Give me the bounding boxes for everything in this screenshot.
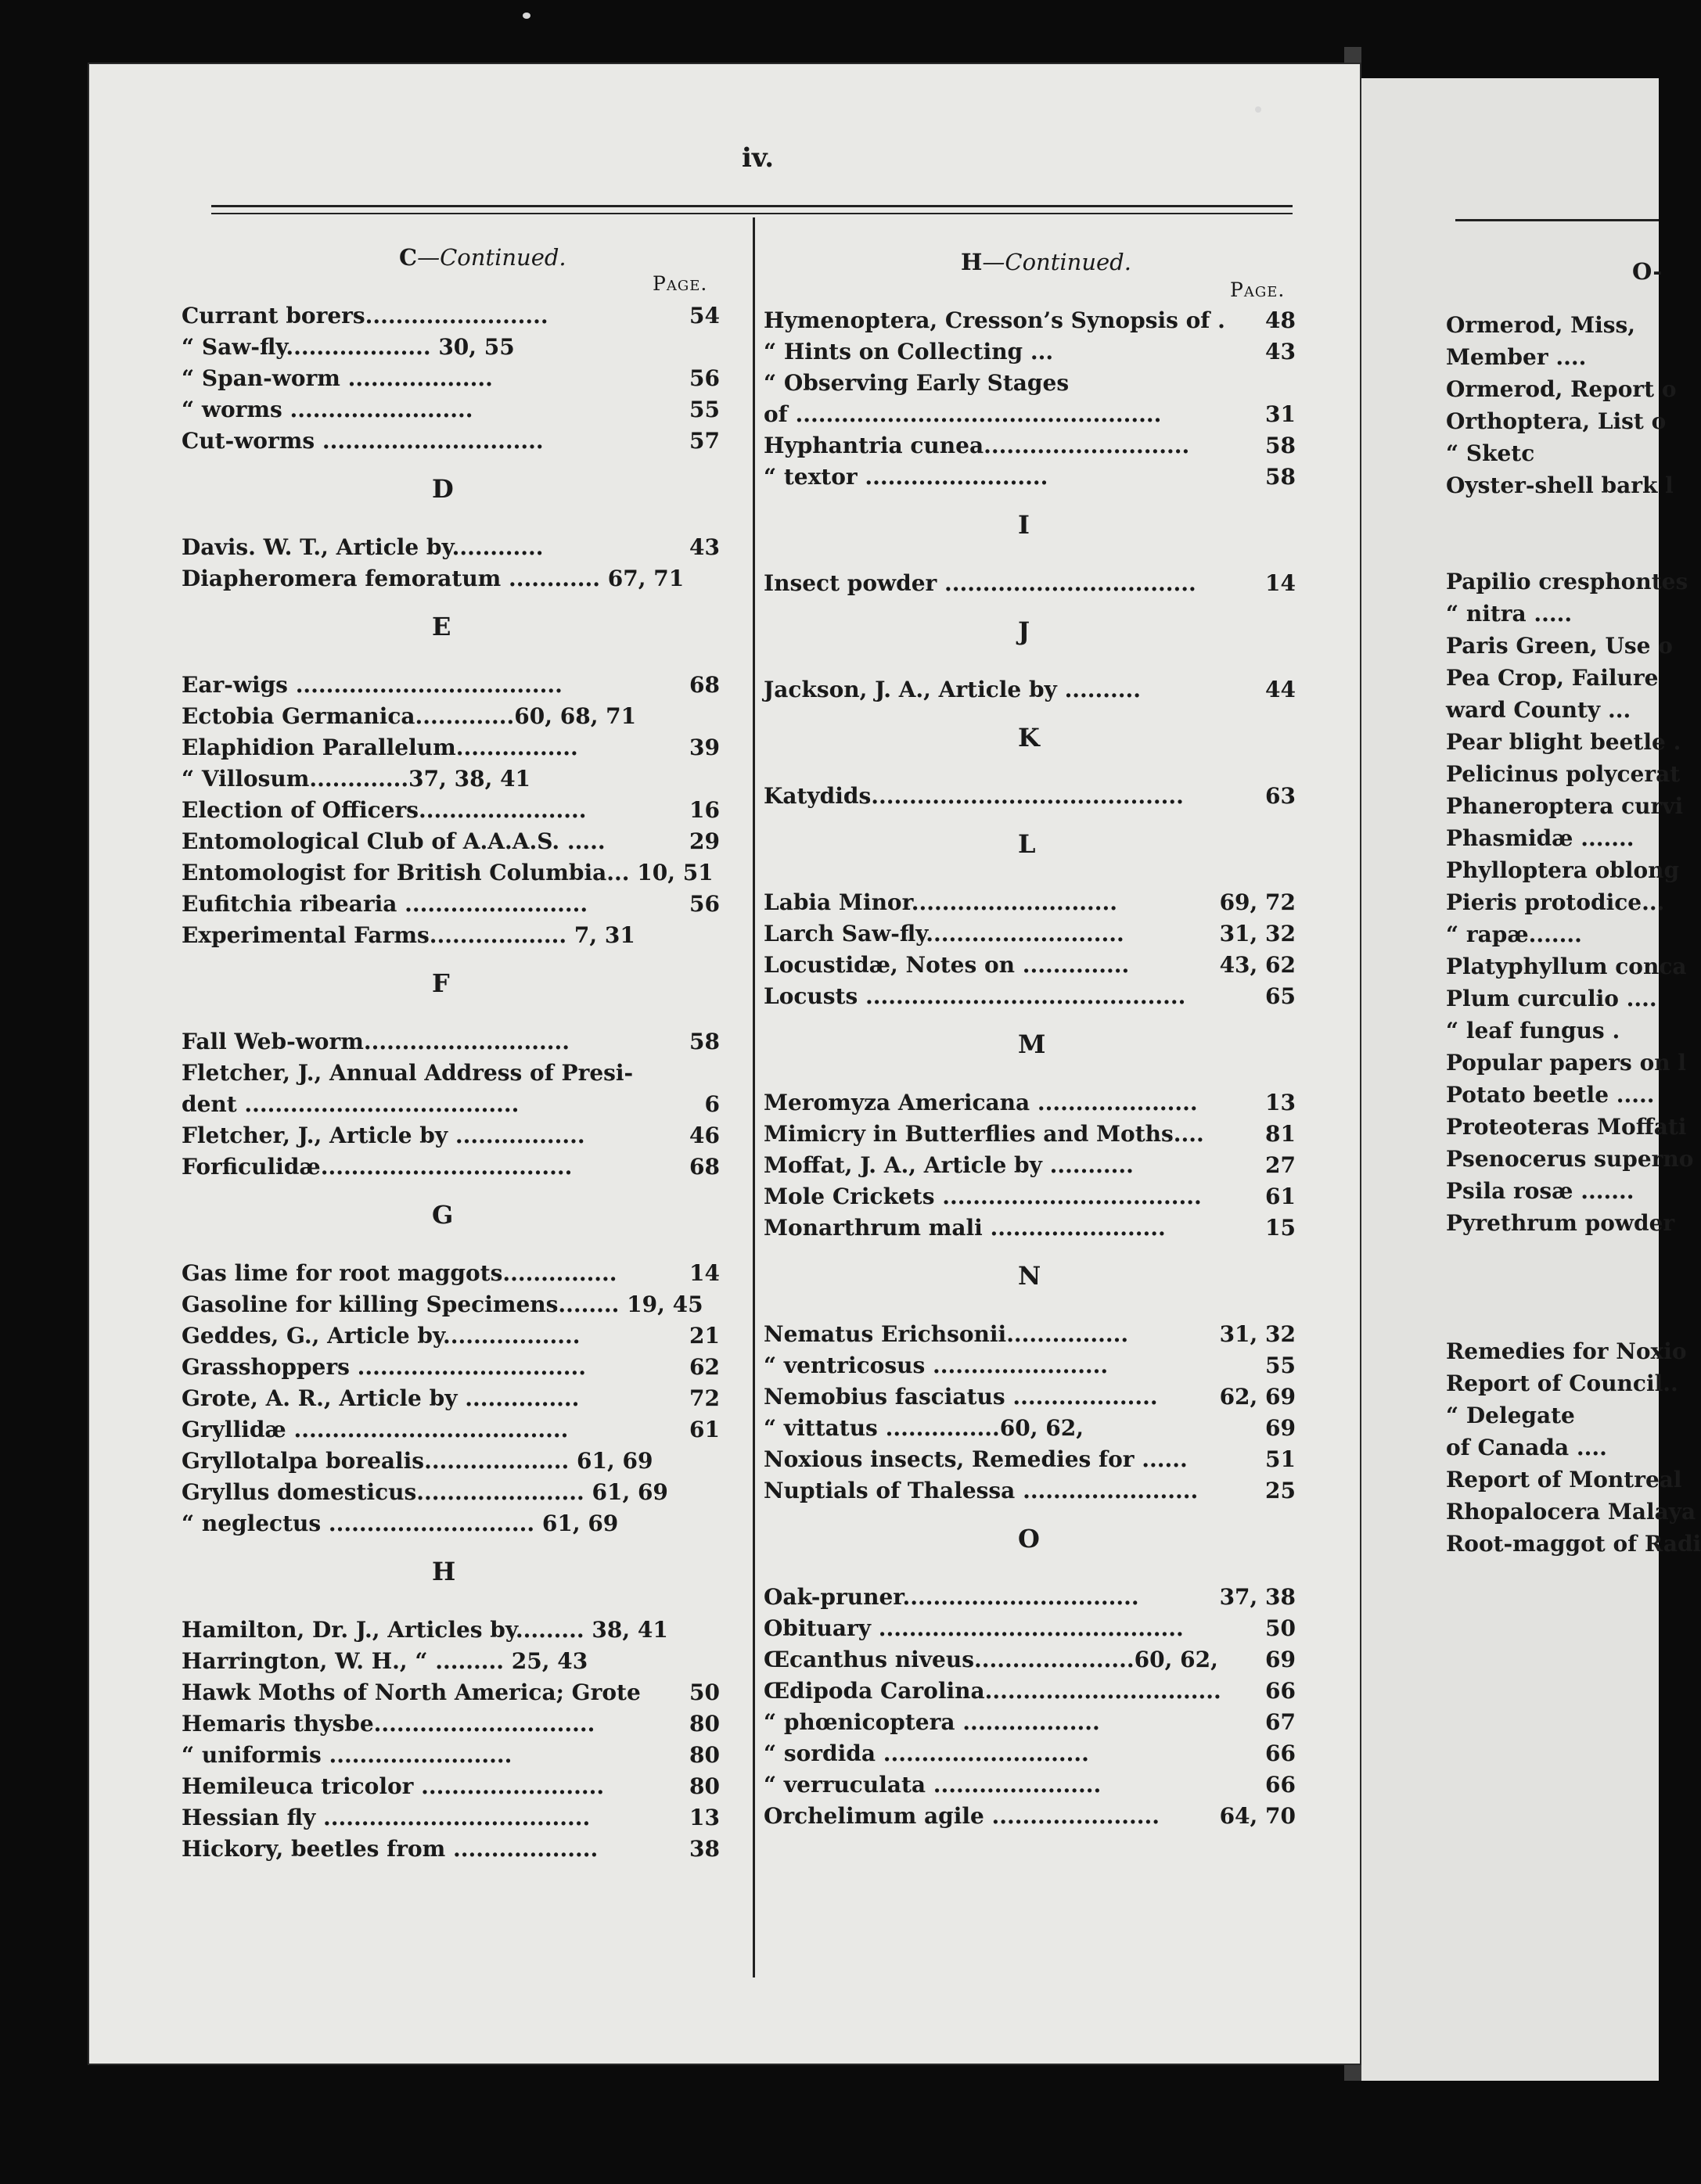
index-entry bbox=[764, 1413, 1296, 1444]
entry-label: “ vittatus ...............60, 62, bbox=[764, 1415, 1084, 1441]
entry-page: 44 bbox=[1265, 677, 1296, 702]
index-entry bbox=[182, 1383, 720, 1414]
entry-label: Gryllus domesticus...................... 61, 69 bbox=[182, 1479, 668, 1505]
entry-page: 43 bbox=[1265, 339, 1296, 365]
index-entry bbox=[182, 701, 720, 732]
entry-page: 16 bbox=[689, 797, 720, 823]
left-page-heading: Page. bbox=[653, 272, 708, 295]
index-entry bbox=[182, 1740, 720, 1771]
index-entry bbox=[182, 300, 720, 332]
partial-index-entry: Pieris protodice... bbox=[1446, 889, 1665, 915]
entry-page: 14 bbox=[1265, 570, 1296, 596]
index-entry bbox=[182, 1352, 720, 1383]
entry-page: 48 bbox=[1265, 307, 1296, 333]
entry-label: “ sordida ........................... bbox=[764, 1740, 1089, 1766]
entry-page: 54 bbox=[689, 303, 720, 329]
entry-page: 57 bbox=[689, 428, 720, 454]
left-column-title bbox=[399, 244, 566, 271]
entry-label: Elaphidion Parallelum................ bbox=[182, 735, 578, 760]
entry-page: 37, 38 bbox=[1219, 1584, 1296, 1610]
index-entry bbox=[182, 889, 720, 920]
entry-label: dent .................................... bbox=[182, 1091, 520, 1117]
entry-label: Harrington, W. H., “ ......... 25, 43 bbox=[182, 1648, 588, 1674]
entry-label: Mimicry in Butterflies and Moths.... bbox=[764, 1121, 1204, 1147]
entry-page: 56 bbox=[689, 365, 720, 391]
section-letter: J bbox=[1018, 616, 1030, 646]
entry-label: Eufitchia ribearia ........................ bbox=[182, 891, 588, 917]
section-letter: F bbox=[432, 968, 450, 998]
entry-page: 66 bbox=[1265, 1678, 1296, 1704]
entry-page: 80 bbox=[689, 1742, 720, 1768]
index-entry bbox=[764, 1181, 1296, 1212]
index-entry bbox=[182, 563, 720, 594]
entry-label: of ................................................ bbox=[764, 401, 1162, 427]
index-entry bbox=[182, 1802, 720, 1834]
entry-label: Gasoline for killing Specimens........ 19, 45 bbox=[182, 1291, 703, 1317]
partial-index-entry: of Canada .... bbox=[1446, 1435, 1607, 1460]
entry-label: Labia Minor........................... bbox=[764, 889, 1117, 915]
partial-index-entry: Pyrethrum powder bbox=[1446, 1210, 1675, 1236]
partial-index-entry: Psenocerus superno bbox=[1446, 1146, 1694, 1172]
entry-page: 58 bbox=[1265, 433, 1296, 458]
right-column-title: O- bbox=[1632, 258, 1663, 285]
entry-page: 65 bbox=[1265, 983, 1296, 1009]
section-letter: D bbox=[432, 474, 454, 504]
index-entry bbox=[182, 1151, 720, 1183]
page-number: iv. bbox=[742, 142, 775, 174]
entry-label: Obituary ........................................ bbox=[764, 1615, 1184, 1641]
entry-page: 31 bbox=[1265, 401, 1296, 427]
entry-page: 68 bbox=[689, 1154, 720, 1180]
index-entry bbox=[764, 1475, 1296, 1507]
index-entry bbox=[182, 1771, 720, 1802]
entry-label: Fletcher, J., Article by ................. bbox=[182, 1123, 585, 1148]
index-entry bbox=[182, 1289, 720, 1320]
entry-page: 50 bbox=[1265, 1615, 1296, 1641]
index-entry bbox=[764, 1087, 1296, 1119]
index-entry bbox=[764, 1381, 1296, 1413]
left-title-suffix: —Continued. bbox=[417, 244, 566, 271]
index-entry bbox=[764, 887, 1296, 918]
dust-speck bbox=[1255, 106, 1261, 113]
entry-label: Hymenoptera, Cresson’s Synopsis of . bbox=[764, 307, 1225, 333]
index-entry bbox=[182, 1677, 720, 1708]
index-entry bbox=[182, 532, 720, 563]
entry-label: “ verruculata ...................... bbox=[764, 1772, 1102, 1798]
partial-index-entry: Report of Council.. bbox=[1446, 1370, 1678, 1396]
entry-label: Locusts .......................................... bbox=[764, 983, 1186, 1009]
partial-index-entry: Platyphyllum conca bbox=[1446, 954, 1687, 979]
index-entry bbox=[764, 1707, 1296, 1738]
entry-label: “ worms ........................ bbox=[182, 397, 473, 422]
entry-label: Diapheromera femoratum ............ 67, 71 bbox=[182, 566, 685, 591]
entry-page: 55 bbox=[1265, 1352, 1296, 1378]
section-letter: M bbox=[1018, 1029, 1046, 1059]
index-entry bbox=[764, 336, 1296, 368]
entry-label: Fall Web-worm........................... bbox=[182, 1029, 570, 1054]
partial-index-entry: “ Sketc bbox=[1446, 440, 1535, 466]
entry-label: Nematus Erichsonii................ bbox=[764, 1321, 1129, 1347]
index-entry bbox=[182, 1508, 720, 1539]
partial-index-entry: Phasmidæ ....... bbox=[1446, 825, 1634, 851]
header-rule-right bbox=[1455, 219, 1659, 221]
entry-page: 64, 70 bbox=[1219, 1803, 1296, 1829]
index-entry bbox=[182, 1708, 720, 1740]
index-entry bbox=[764, 1676, 1296, 1707]
entry-page: 81 bbox=[1265, 1121, 1296, 1147]
left-title-letter: C bbox=[399, 244, 418, 271]
partial-index-entry: Pear blight beetle . bbox=[1446, 729, 1681, 755]
entry-label: “ Saw-fly................... 30, 55 bbox=[182, 334, 515, 360]
partial-index-entry: Pea Crop, Failure bbox=[1446, 665, 1659, 691]
entry-label: Hawk Moths of North America; Grote bbox=[182, 1679, 641, 1705]
entry-page: 80 bbox=[689, 1711, 720, 1737]
entry-label: Orchelimum agile ...................... bbox=[764, 1803, 1160, 1829]
entry-page: 38 bbox=[689, 1836, 720, 1862]
index-entry bbox=[182, 1834, 720, 1865]
partial-index-entry: ward County ... bbox=[1446, 697, 1631, 723]
section-letter: E bbox=[432, 612, 451, 641]
middle-page-heading: Page. bbox=[1230, 278, 1286, 301]
index-entry bbox=[764, 1644, 1296, 1676]
entry-label: Ear-wigs ................................... bbox=[182, 672, 563, 698]
entry-label: Gryllidæ .................................... bbox=[182, 1417, 569, 1442]
partial-index-entry: Popular papers on l bbox=[1446, 1050, 1686, 1076]
entry-label: Nuptials of Thalessa ....................... bbox=[764, 1478, 1199, 1503]
index-entry bbox=[182, 1058, 720, 1089]
index-entry bbox=[764, 950, 1296, 981]
index-entry bbox=[764, 1150, 1296, 1181]
entry-page: 55 bbox=[689, 397, 720, 422]
index-entry bbox=[764, 918, 1296, 950]
section-letter: L bbox=[1018, 829, 1036, 859]
entry-label: Forficulidæ................................. bbox=[182, 1154, 573, 1180]
index-entry bbox=[182, 1646, 720, 1677]
entry-label: Locustidæ, Notes on .............. bbox=[764, 952, 1130, 978]
entry-label: Entomological Club of A.A.A.S. ..... bbox=[182, 828, 606, 854]
index-entry bbox=[182, 1026, 720, 1058]
partial-index-entry: Potato beetle ..... bbox=[1446, 1082, 1655, 1108]
entry-label: “ uniformis ........................ bbox=[182, 1742, 512, 1768]
entry-page: 69, 72 bbox=[1219, 889, 1296, 915]
index-entry bbox=[764, 1769, 1296, 1801]
entry-label: “ Hints on Collecting ... bbox=[764, 339, 1054, 365]
index-entry bbox=[764, 1738, 1296, 1769]
entry-label: “ Observing Early Stages bbox=[764, 370, 1070, 396]
entry-label: Moffat, J. A., Article by ........... bbox=[764, 1152, 1134, 1178]
entry-label: Œdipoda Carolina............................... bbox=[764, 1678, 1221, 1704]
index-entry bbox=[182, 920, 720, 951]
entry-label: Hemileuca tricolor ........................ bbox=[182, 1773, 605, 1799]
entry-page: 14 bbox=[689, 1260, 720, 1286]
partial-index-entry: Phaneroptera curvi bbox=[1446, 793, 1684, 819]
entry-page: 15 bbox=[1265, 1215, 1296, 1241]
entry-page: 68 bbox=[689, 672, 720, 698]
section-letter: N bbox=[1018, 1261, 1041, 1291]
entry-label: Katydids......................................... bbox=[764, 783, 1184, 809]
entry-label: Ectobia Germanica.............60, 68, 71 bbox=[182, 703, 637, 729]
partial-index-entry: Proteoteras Moffati bbox=[1446, 1114, 1687, 1140]
index-entry bbox=[764, 430, 1296, 462]
header-rule-left bbox=[211, 205, 1293, 207]
entry-page: 31, 32 bbox=[1219, 1321, 1296, 1347]
index-entry bbox=[182, 363, 720, 394]
partial-index-entry: Phylloptera oblong bbox=[1446, 857, 1680, 883]
entry-label: Noxious insects, Remedies for ...... bbox=[764, 1446, 1188, 1472]
index-entry bbox=[764, 399, 1296, 430]
index-entry bbox=[182, 1320, 720, 1352]
partial-index-entry: Pelicinus polycerat bbox=[1446, 761, 1681, 787]
entry-label: Meromyza Americana ..................... bbox=[764, 1090, 1198, 1115]
entry-label: Insect powder ................................. bbox=[764, 570, 1196, 596]
entry-page: 58 bbox=[1265, 464, 1296, 490]
entry-page: 62 bbox=[689, 1354, 720, 1380]
partial-index-entry: Paris Green, Use o bbox=[1446, 633, 1673, 659]
partial-index-entry: Member .... bbox=[1446, 344, 1587, 370]
entry-label: Fletcher, J., Annual Address of Presi- bbox=[182, 1060, 634, 1086]
partial-index-entry: Report of Montreal bbox=[1446, 1467, 1682, 1493]
partial-index-entry: Plum curculio .... bbox=[1446, 986, 1657, 1011]
index-entry bbox=[764, 1801, 1296, 1832]
entry-label: Grasshoppers .............................. bbox=[182, 1354, 587, 1380]
entry-label: “ neglectus ........................... 61, 69 bbox=[182, 1510, 619, 1536]
partial-index-entry: Rhopalocera Malaya bbox=[1446, 1499, 1696, 1525]
index-entry bbox=[182, 332, 720, 363]
entry-label: Hessian fly ................................... bbox=[182, 1805, 591, 1830]
entry-label: Grote, A. R., Article by ............... bbox=[182, 1385, 580, 1411]
index-entry bbox=[182, 763, 720, 795]
entry-page: 56 bbox=[689, 891, 720, 917]
entry-label: Oak-pruner............................... bbox=[764, 1584, 1139, 1610]
entry-label: Hickory, beetles from ................... bbox=[182, 1836, 599, 1862]
index-entry bbox=[182, 426, 720, 457]
entry-label: Geddes, G., Article by.................. bbox=[182, 1323, 581, 1349]
entry-label: Larch Saw-fly.......................... bbox=[764, 921, 1124, 947]
dust-speck bbox=[523, 13, 530, 19]
index-entry bbox=[764, 1119, 1296, 1150]
entry-page: 43 bbox=[689, 534, 720, 560]
partial-index-entry: Remedies for Noxio bbox=[1446, 1338, 1687, 1364]
index-entry bbox=[182, 394, 720, 426]
partial-index-entry: Papilio cresphontes bbox=[1446, 569, 1688, 594]
entry-page: 80 bbox=[689, 1773, 720, 1799]
entry-page: 46 bbox=[689, 1123, 720, 1148]
entry-page: 27 bbox=[1265, 1152, 1296, 1178]
entry-page: 62, 69 bbox=[1219, 1384, 1296, 1410]
entry-page: 58 bbox=[689, 1029, 720, 1054]
entry-label: Mole Crickets .................................. bbox=[764, 1184, 1202, 1209]
entry-label: Cut-worms ............................. bbox=[182, 428, 544, 454]
entry-label: Gryllotalpa borealis................... 61, 69 bbox=[182, 1448, 653, 1474]
middle-title-letter: H bbox=[961, 249, 983, 275]
entry-page: 69 bbox=[1265, 1647, 1296, 1672]
entry-page: 66 bbox=[1265, 1740, 1296, 1766]
index-entry bbox=[764, 1212, 1296, 1244]
index-entry bbox=[182, 1120, 720, 1151]
section-letter: K bbox=[1018, 723, 1040, 753]
index-entry bbox=[182, 670, 720, 701]
partial-index-entry: Ormerod, Miss, bbox=[1446, 312, 1635, 338]
entry-label: Œcanthus niveus.....................60, 62, bbox=[764, 1647, 1218, 1672]
entry-page: 39 bbox=[689, 735, 720, 760]
partial-index-entry: Ormerod, Report o bbox=[1446, 376, 1677, 402]
section-letter: I bbox=[1018, 510, 1030, 540]
entry-label: Hemaris thysbe............................. bbox=[182, 1711, 595, 1737]
index-entry bbox=[764, 1613, 1296, 1644]
index-entry bbox=[182, 1258, 720, 1289]
entry-page: 6 bbox=[704, 1091, 720, 1117]
index-entry bbox=[764, 462, 1296, 493]
entry-label: “ textor ........................ bbox=[764, 464, 1048, 490]
partial-index-entry: “ rapæ....... bbox=[1446, 921, 1582, 947]
partial-index-entry: Root-maggot of Radi bbox=[1446, 1531, 1701, 1557]
partial-index-entry: “ leaf fungus . bbox=[1446, 1018, 1620, 1044]
entry-label: Monarthrum mali ....................... bbox=[764, 1215, 1166, 1241]
index-entry bbox=[182, 795, 720, 826]
entry-label: “ ventricosus ....................... bbox=[764, 1352, 1109, 1378]
section-letter: G bbox=[432, 1200, 454, 1230]
index-entry bbox=[182, 1414, 720, 1446]
index-entry bbox=[764, 981, 1296, 1012]
entry-label: “ Span-worm ................... bbox=[182, 365, 493, 391]
partial-index-entry: Psila rosæ ....... bbox=[1446, 1178, 1634, 1204]
index-entry bbox=[182, 1477, 720, 1508]
entry-page: 61 bbox=[1265, 1184, 1296, 1209]
index-entry bbox=[764, 568, 1296, 599]
partial-index-entry: “ nitra ..... bbox=[1446, 601, 1573, 627]
middle-column-title bbox=[961, 249, 1131, 275]
index-entry bbox=[764, 1319, 1296, 1350]
entry-page: 61 bbox=[689, 1417, 720, 1442]
entry-label: Jackson, J. A., Article by .......... bbox=[764, 677, 1142, 702]
index-entry bbox=[182, 1446, 720, 1477]
index-entry bbox=[182, 826, 720, 857]
header-rule-left-2 bbox=[211, 213, 1293, 214]
column-divider bbox=[753, 217, 755, 1977]
section-letter: H bbox=[432, 1557, 456, 1586]
partial-index-entry: Orthoptera, List o bbox=[1446, 408, 1667, 434]
index-entry bbox=[182, 1615, 720, 1646]
index-entry bbox=[182, 1089, 720, 1120]
entry-page: 13 bbox=[1265, 1090, 1296, 1115]
entry-label: Davis. W. T., Article by............ bbox=[182, 534, 544, 560]
entry-label: “ Villosum.............37, 38, 41 bbox=[182, 766, 531, 792]
index-entry bbox=[764, 1444, 1296, 1475]
entry-page: 67 bbox=[1265, 1709, 1296, 1735]
entry-label: Hamilton, Dr. J., Articles by......... 38, 41 bbox=[182, 1617, 668, 1643]
index-entry bbox=[764, 674, 1296, 706]
entry-page: 43, 62 bbox=[1219, 952, 1296, 978]
entry-page: 51 bbox=[1265, 1446, 1296, 1472]
entry-page: 66 bbox=[1265, 1772, 1296, 1798]
index-entry bbox=[764, 305, 1296, 336]
entry-page: 31, 32 bbox=[1219, 921, 1296, 947]
entry-label: Election of Officers...................... bbox=[182, 797, 587, 823]
entry-label: Nemobius fasciatus ................... bbox=[764, 1384, 1158, 1410]
middle-title-suffix: —Continued. bbox=[982, 249, 1131, 275]
section-letter: O bbox=[1018, 1524, 1040, 1554]
index-entry bbox=[182, 857, 720, 889]
entry-page: 25 bbox=[1265, 1478, 1296, 1503]
entry-label: Experimental Farms.................. 7, 31 bbox=[182, 922, 635, 948]
entry-page: 72 bbox=[689, 1385, 720, 1411]
partial-index-entry: Oyster-shell bark l bbox=[1446, 472, 1674, 498]
entry-page: 50 bbox=[689, 1679, 720, 1705]
entry-label: Hyphantria cunea........................... bbox=[764, 433, 1190, 458]
entry-label: “ phœnicoptera .................. bbox=[764, 1709, 1100, 1735]
index-entry bbox=[764, 368, 1296, 399]
index-entry bbox=[764, 1582, 1296, 1613]
entry-page: 69 bbox=[1265, 1415, 1296, 1441]
entry-page: 63 bbox=[1265, 783, 1296, 809]
entry-label: Entomologist for British Columbia... 10, 51 bbox=[182, 860, 714, 885]
index-entry bbox=[182, 732, 720, 763]
index-entry bbox=[764, 1350, 1296, 1381]
entry-page: 29 bbox=[689, 828, 720, 854]
entry-page: 13 bbox=[689, 1805, 720, 1830]
entry-label: Gas lime for root maggots............... bbox=[182, 1260, 617, 1286]
entry-label: Currant borers........................ bbox=[182, 303, 548, 329]
partial-index-entry: “ Delegate bbox=[1446, 1403, 1575, 1428]
entry-page: 21 bbox=[689, 1323, 720, 1349]
index-entry bbox=[764, 781, 1296, 812]
